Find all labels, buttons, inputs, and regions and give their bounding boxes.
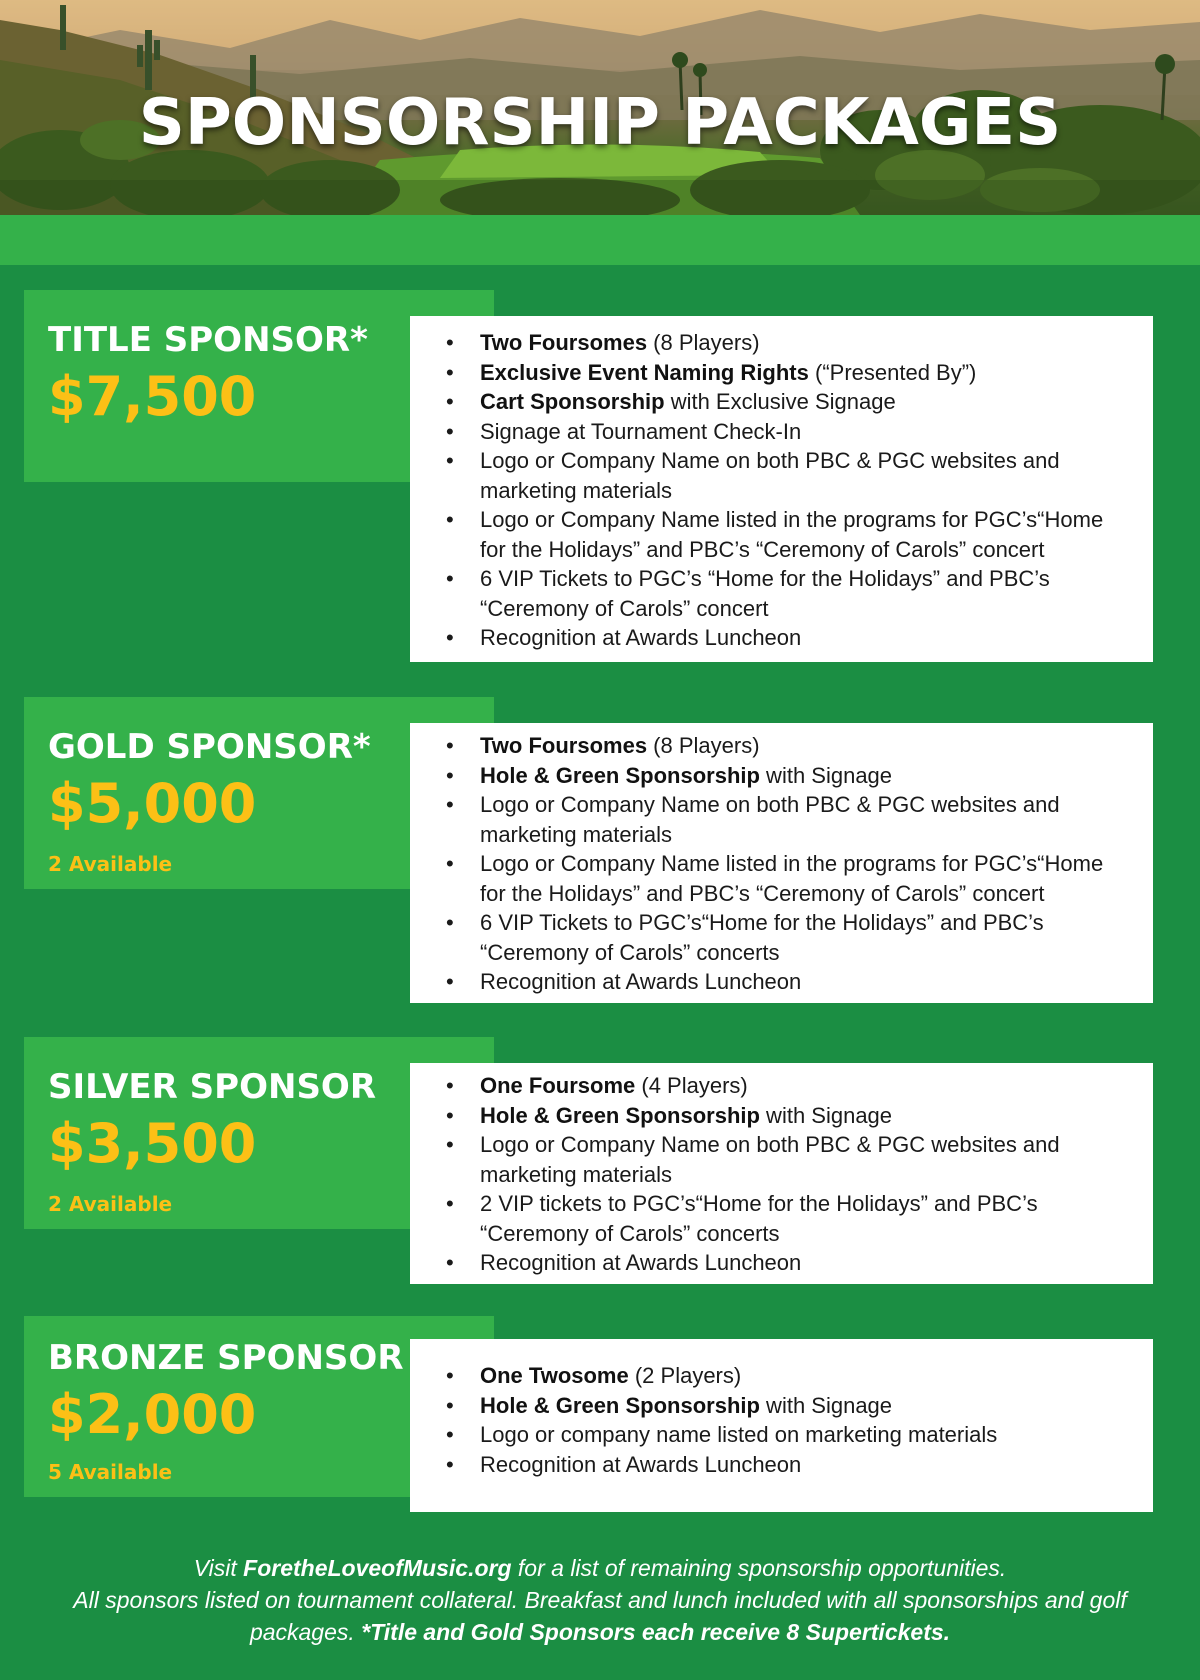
bullet-icon: •: [446, 448, 454, 473]
benefit-item: • 6 VIP Tickets to PGC’s“Home for the Holidays” and PBC’s “Ceremony of Carols” concerts: [446, 910, 1044, 965]
benefit-item: • Logo or Company Name on both PBC & PGC websites and marketing materials: [446, 1132, 1060, 1187]
bullet-icon: •: [446, 1250, 454, 1275]
benefit-item: • One Foursome (4 Players): [410, 1071, 1153, 1101]
bullet-icon: •: [446, 1422, 454, 1447]
benefit-item: • Cart Sponsorship with Exclusive Signage: [410, 387, 1153, 417]
benefits-list: [410, 1361, 1153, 1479]
benefit-item: • 6 VIP Tickets to PGC’s “Home for the Holidays” and PBC’s “Ceremony of Carols” concert: [446, 566, 1050, 621]
bullet-icon: •: [446, 1102, 454, 1128]
benefits-card-bronze: [410, 1339, 1153, 1512]
benefits-card-title: [410, 316, 1153, 662]
benefit-item: • Recognition at Awards Luncheon: [410, 623, 1153, 653]
bullet-icon: •: [446, 792, 454, 817]
benefits-list: [410, 1071, 1153, 1278]
benefit-item: • Hole & Green Sponsorship with Signage: [410, 761, 1153, 791]
bullet-icon: •: [446, 389, 454, 414]
tier-name: BRONZE SPONSOR: [48, 1338, 404, 1378]
bullet-icon: •: [446, 1073, 454, 1098]
tier-price: $2,000: [48, 1383, 257, 1446]
tier-name: TITLE SPONSOR*: [48, 320, 368, 360]
benefit-item: • Exclusive Event Naming Rights (“Presented By”): [410, 358, 1153, 388]
bullet-icon: •: [446, 733, 454, 758]
benefit-item: • Signage at Tournament Check-In: [410, 417, 1153, 447]
tier-availability: 2 Available: [48, 852, 173, 876]
bullet-icon: •: [446, 1191, 454, 1216]
bullet-icon: •: [446, 359, 454, 385]
benefit-item: • One Twosome (2 Players): [410, 1361, 1153, 1391]
benefits-card-gold: [410, 723, 1153, 1003]
bullet-icon: •: [446, 625, 454, 650]
tier-name: GOLD SPONSOR*: [48, 727, 371, 767]
benefit-item: • Two Foursomes (8 Players): [410, 731, 1153, 761]
benefit-item: • Hole & Green Sponsorship with Signage: [410, 1391, 1153, 1421]
benefits-list: [410, 731, 1153, 997]
tier-name: SILVER SPONSOR: [48, 1067, 377, 1107]
benefit-item: • Logo or Company Name listed in the programs for PGC’s“Home for the Holidays” and PBC’s “Ceremony of Carols” concert: [446, 851, 1104, 906]
footer-line-1: Visit ForetheLoveofMusic.org for a list of remaining sponsorship opportunities.: [193, 1555, 1007, 1581]
benefit-item: • Logo or Company Name on both PBC & PGC websites and marketing materials: [446, 448, 1060, 503]
bullet-icon: •: [446, 507, 454, 532]
benefit-item: • Hole & Green Sponsorship with Signage: [410, 1101, 1153, 1131]
tier-price: $5,000: [48, 772, 257, 835]
bullet-icon: •: [446, 762, 454, 788]
benefit-item: • Logo or Company Name listed in the programs for PGC’s“Home for the Holidays” and PBC’s “Ceremony of Carols” concert: [446, 507, 1104, 562]
bullet-icon: •: [446, 910, 454, 935]
bullet-icon: •: [446, 566, 454, 591]
benefit-item: • Two Foursomes (8 Players): [410, 328, 1153, 358]
bullet-icon: •: [446, 418, 454, 444]
bullet-icon: •: [446, 851, 454, 876]
header-photo: [0, 0, 1200, 215]
page-title: SPONSORSHIP PACKAGES: [138, 86, 1062, 160]
bullet-icon: •: [446, 969, 454, 994]
benefit-item: • Logo or Company Name on both PBC & PGC websites and marketing materials: [446, 792, 1060, 847]
footer-bold-note: *Title and Gold Sponsors each receive 8 Supertickets.: [361, 1619, 951, 1645]
tier-price: $7,500: [48, 365, 257, 428]
green-divider-band: [0, 215, 1200, 265]
bullet-icon: •: [446, 330, 454, 355]
footer-note: [20, 1552, 1180, 1648]
tier-availability: 5 Available: [48, 1460, 173, 1484]
benefits-list: [410, 328, 1153, 653]
benefit-item: • Logo or company name listed on marketing materials: [410, 1420, 1153, 1450]
website-link[interactable]: ForetheLoveofMusic.org: [243, 1555, 512, 1581]
tier-price: $3,500: [48, 1112, 257, 1175]
benefit-item: • Recognition at Awards Luncheon: [410, 1248, 1153, 1278]
footer-line-2: All sponsors listed on tournament collateral. Breakfast and lunch included with all sponsorships and golf packages. *Title and Gold Sponsors each receive 8 Supertickets.: [73, 1587, 1127, 1645]
benefit-item: • Recognition at Awards Luncheon: [410, 967, 1153, 997]
bullet-icon: •: [446, 1132, 454, 1157]
benefit-item: • 2 VIP tickets to PGC’s“Home for the Holidays” and PBC’s “Ceremony of Carols” concerts: [446, 1191, 1038, 1246]
bullet-icon: •: [446, 1363, 454, 1388]
bullet-icon: •: [446, 1392, 454, 1418]
bullet-icon: •: [446, 1451, 454, 1477]
benefits-card-silver: [410, 1063, 1153, 1284]
tier-availability: 2 Available: [48, 1192, 173, 1216]
benefit-item: • Recognition at Awards Luncheon: [410, 1450, 1153, 1480]
